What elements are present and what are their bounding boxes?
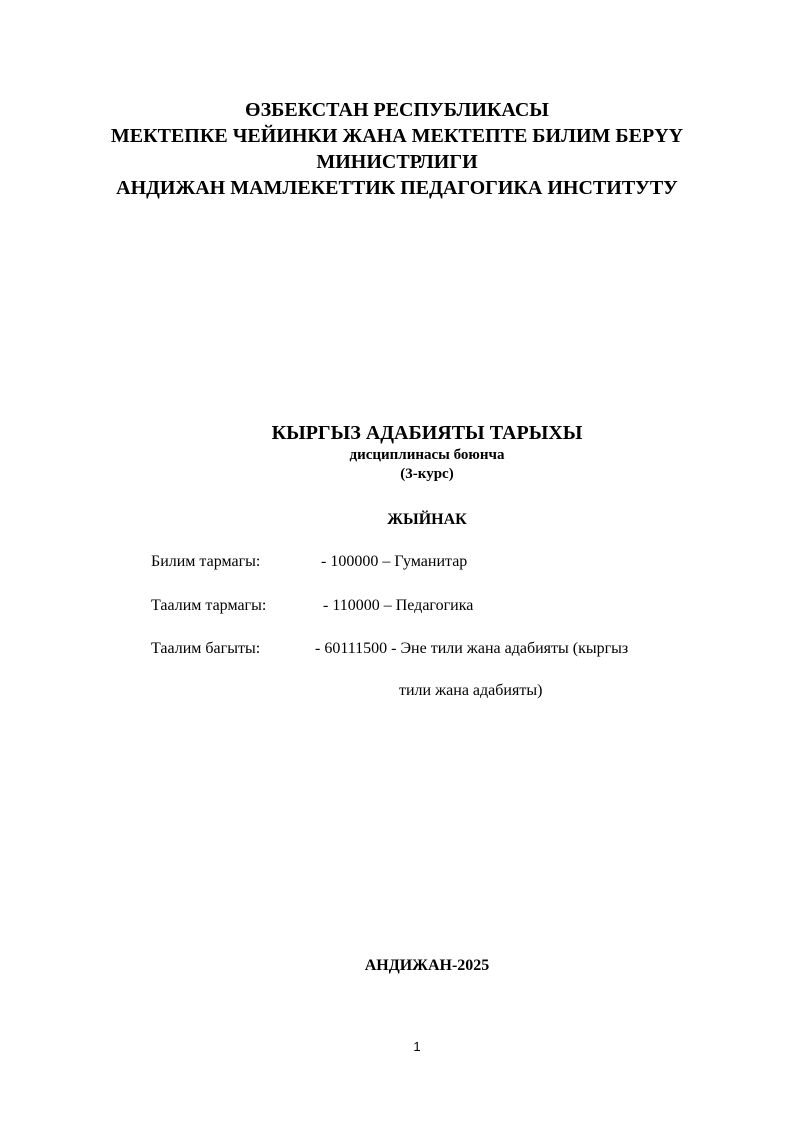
info-label: Таалим багыты:: [151, 640, 261, 657]
info-value: - 100000 – Гуманитар: [321, 553, 468, 570]
document-type: ЖЫЙНАК: [387, 511, 467, 528]
document-title: КЫРГЫЗ АДАБИЯТЫ ТАРЫХЫ: [271, 422, 583, 444]
document-subtitle: дисциплинасы боюнча: [349, 447, 505, 463]
document-course: (3-курс): [400, 466, 454, 482]
info-value-continuation: тили жана адабияты): [399, 682, 543, 699]
document-title-block: [80, 420, 774, 484]
page-number: 1: [413, 1039, 421, 1054]
info-value: - 110000 – Педагогика: [323, 597, 474, 614]
info-label: Билим тармагы:: [151, 553, 261, 570]
header-line-institute: АНДИЖАН МАМЛЕКЕТТИК ПЕДАГОГИКА ИНСТИТУТУ: [116, 177, 678, 199]
header-line-ministry: МЕКТЕПКЕ ЧЕЙИНКИ ЖАНА МЕКТЕПТЕ БИЛИМ БЕРҮҮ: [110, 125, 684, 147]
place-and-year: АНДИЖАН-2025: [364, 957, 490, 974]
header-line-country: ӨЗБЕКСТАН РЕСПУБЛИКАСЫ: [245, 99, 549, 121]
info-label: Таалим тармагы:: [151, 597, 267, 614]
header-line-ministry-cont: МИНИСТРЛИГИ: [316, 151, 478, 173]
info-value: - 60111500 - Эне тили жана адабияты (кыргыз: [315, 640, 629, 657]
institution-header: [0, 97, 794, 201]
